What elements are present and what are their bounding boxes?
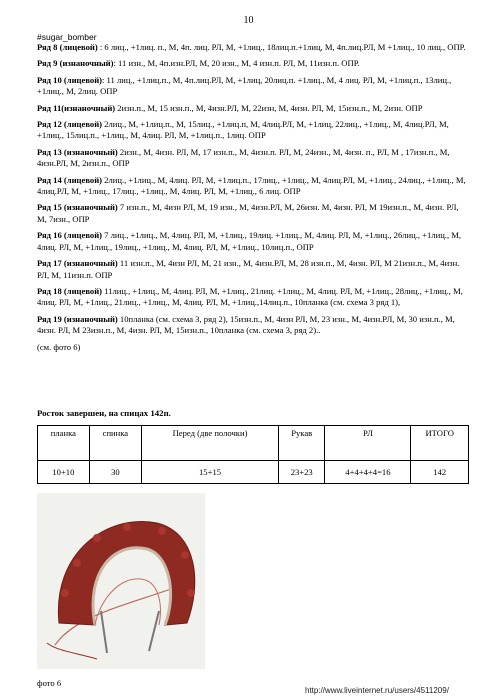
photo-caption: фото 6 [37,678,62,688]
table-header-cell: планка [38,426,90,461]
table-cell: 15+15 [142,461,279,484]
table-cell: 30 [89,461,141,484]
row-text: 10планка (см. схема 3, ряд 2), 15изн.п., М, 4изн РЛ, М, 23 изн., М, 4изн.РЛ, М, 30 изн.п., М, 4изн. РЛ, М 23изн.п., М, 4изн. РЛ, М, 15изн.п., 10планка (см. схема 3, ряд 2).. [37,313,455,336]
row-text: 2изн., М, 4изн. РЛ, М, 17 изн.п., М, 4изн.п. РЛ, М, 24изн., М, 4изн. п., РЛ, М , 17изн.п., М, 4изн.РЛ, М, 2изн.п., ОПР [37,146,450,169]
row-label: Ряд 15 (изнаночный) [37,202,118,213]
table-cell: 142 [411,461,469,484]
pattern-row [37,230,467,253]
row-label: Ряд 9 (изнаночный) [37,58,114,69]
knitted-yoke-illustration [37,493,205,669]
pattern-row [37,286,467,309]
row-text: 2изн.п., М, 15 изн.п., М, 4изн.РЛ, М, 22изн, М, 4изн. РЛ, М, 15изн.п., М, 2изн. ОПР [115,102,423,113]
row-text: 2лиц., М, +1лиц.п., М, 15лиц., +1лиц.п, М, 4лиц.РЛ, М, +1лиц, 22лиц., +1лиц., М, 4лиц.РЛ, М, +1лиц., 15лиц.п., +1лиц., М, 4лиц. РЛ, М, +1лиц.п., 1лиц. ОПР [37,119,449,141]
page-number: 10 [243,15,254,26]
pattern-row [37,103,467,114]
row-label: Ряд 13 (изнаночный) [37,146,118,157]
row-label: Ряд 16 (лицевой) [37,230,103,241]
row-text: 7 изн.п., М, 4изн РЛ, М, 19 изн., М, 4изн.РЛ, М, 26изн. М, 4изн. РЛ, М 19изн.п., М, 4изн. РЛ, М, 7изн., ОПР [37,202,459,224]
table-header-cell: Перед (две полочки) [142,426,279,461]
pattern-row [37,258,467,281]
row-text: 2лиц., +1лиц., М, 4лиц. РЛ, М, +1лиц.п., 17лиц., +1лиц., М, 4лиц.РЛ, М, +1лиц., 24лиц., +1лиц., М, 4лиц.РЛ, М, +1лиц., 17лиц., +1лиц., М, 4лиц. РЛ, М, +1лиц., 6 лиц. ОПР [37,174,466,197]
row-label: Ряд 19 (изнаночный) [37,313,118,324]
table-cell: 23+23 [279,461,325,484]
pattern-row [37,202,467,225]
hashtag: #sugar_bomber [37,32,97,42]
row-label: Ряд 18 (лицевой) [37,285,103,296]
pattern-row [37,147,467,170]
stitch-count-table [37,425,469,484]
row-label: Ряд 11(изнаночный) [37,102,116,113]
row-label: Ряд 17 (изнаночный) [37,258,118,269]
table-header-row [38,426,469,461]
row-label: Ряд 14 (лицевой) [37,174,103,185]
table-header-cell: ИТОГО [411,426,469,461]
pattern-row [37,314,467,337]
pattern-row [37,58,467,69]
row-text: 7 лиц., +1лиц., М, 4лиц. РЛ, М, +1лиц., 19лиц. +1лиц., М, 4лиц. РЛ, М, +1лиц., 26лиц., +1лиц., М, 4лиц. РЛ, М, +1лиц., 19лиц., +1лиц., М, 4лиц. РЛ, М, +1лиц., 10лиц.п., ОПР [37,230,462,252]
pattern-row [37,75,467,98]
watermark-url: http://www.liveinternet.ru/users/4511209/ [305,686,449,695]
summary-title: Росток завершен, на спицах 142п. [37,408,171,418]
row-text: : 11 лиц., +1лиц.п., М, 4п.лиц.РЛ, М, +1лиц, 20лиц.п. +1лиц., М, 4 лиц. РЛ, М, +1лиц.п., 13лиц., +1лиц., М, 2лиц. ОПР [37,74,452,97]
row-label: Ряд 8 (лицевой) [37,42,98,52]
row-text: : 6 лиц., +1лиц. п., М, 4п. лиц. РЛ, М, +1лиц., 18лиц.п.+1лиц, М, 4п.лиц.РЛ, М +1лиц., 10 лиц., ОПР. [97,42,466,52]
row-label: Ряд 10 (лицевой) [37,74,103,85]
photo-reference-note: (см. фото 6) [37,341,81,352]
knitting-photo [37,493,205,669]
table-cell: 10+10 [38,461,90,484]
pattern-row [37,175,467,198]
table-header-cell: спинка [89,426,141,461]
table-header-cell: Рукав [279,426,325,461]
row-label: Ряд 12 (лицевой) [37,119,103,130]
row-text: : 11 изн., М, 4п.изн.РЛ, М, 20 изн., М, 4 изн.п. РЛ, М, 11изн.п. ОПР. [113,58,360,69]
table-cell: 4+4+4+4=16 [325,461,411,484]
row-text: 11 изн.п., М, 4изн РЛ, М, 21 изн., М, 4изн.РЛ, М, 28 изн.п., М, 4изн. РЛ, М 21изн.п., М, 4изн. РЛ, М, 11изн.п. ОПР [37,258,460,280]
table-header-cell: РЛ [325,426,411,461]
table-row [38,461,469,484]
pattern-row [37,119,467,142]
pattern-rows [37,42,467,353]
pattern-row [37,42,467,53]
row-text: 11лиц., +1лиц., М, 4лиц. РЛ, М, +1лиц., 21лиц. +1лиц., М, 4лиц. РЛ, М, +1лиц., 28лиц., +1лиц., М, 4лиц. РЛ, М, +1лиц., 21лиц., +1лиц., М, 4лиц. РЛ, М, +1лиц.,14лиц.п., 10планка (см. схема 3 ряд 1), [37,285,463,308]
